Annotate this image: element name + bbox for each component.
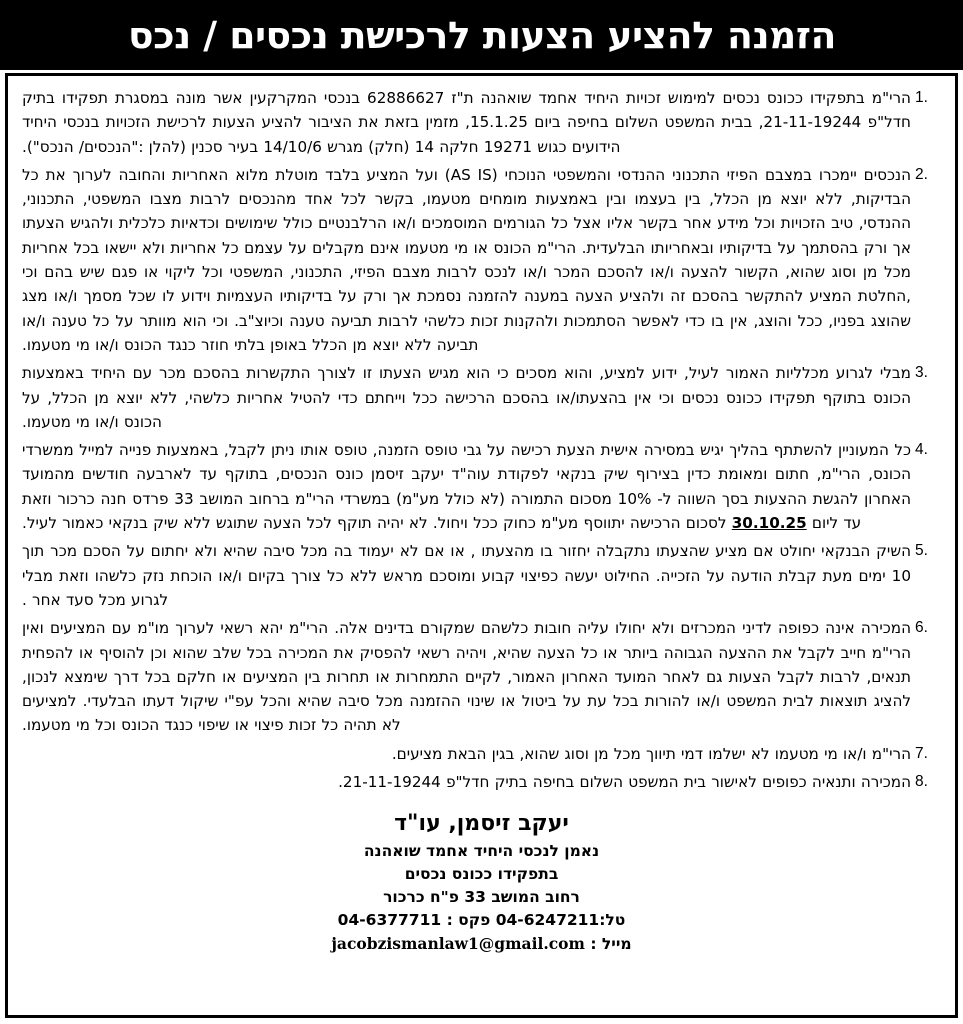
clause-text: מבלי לגרוע מכלליות האמור לעיל, ידוע למציע, והוא מסכים כי הוא מגיש הצעתו זו לצורך התקשרות בהסכם מכר עם היחיד באמצעות הכונס בתוקף תפקידו ככונס נכסים וכי אין בהצעתו/או בהסכם הרכישה ככל וייחתם כדי להטיל אחריות כלשהי, ללא יוצא מן הכלל, על הכונס ו/או מי מטעמו. bbox=[22, 364, 911, 431]
clause-item bbox=[22, 86, 941, 159]
email-label: מייל : bbox=[590, 935, 632, 954]
page-title: הזמנה להציע הצעות לרכישת נכסים / נכס bbox=[127, 13, 836, 57]
header-band bbox=[0, 0, 963, 70]
signatory-role-line-1: נאמן לנכסי היחיד אחמד שואהנה bbox=[363, 842, 600, 861]
signatory-role-line-2: בתפקידו ככונס נכסים bbox=[404, 865, 559, 884]
clause-item bbox=[22, 539, 941, 612]
clause-number: 3. bbox=[915, 364, 928, 382]
clause-text: המכירה אינה כפופה לדיני המכרזים ולא יחולו עליה חובות כלשהם שמקורם בדינים אלה. הרי"מ יהא רשאי לערוך מו"מ עם המציעים ואין הרי"מ חייב לקבל את ההצעה הגבוהה ביותר או כל הצעה שהיא, ויהיה רשאי להפסיק את המכירה בכל שלב שהוא וכן להוסיף או להפחית תנאים, לרבות לקבל הצעות גם לאחר המועד האחרון האמור, לקיים התמחרות או תחרות בין המציעים או חלקם בכל דרך שימצא לנכון, להציג תוצאות לבית המשפט ו/או להורות בכל עת על ביטול או שינוי ההזמנה מכל סיבה שהיא והכל עפ"י שיקול דעתו הבלעדי. למציעים לא תהיה כל זכות פיצוי או שיפוי כנגד הכונס וכל מי מטעמו. bbox=[22, 619, 911, 735]
phone-number: 04-6247211 bbox=[495, 911, 600, 930]
clause-item bbox=[22, 742, 941, 766]
clause-text: השיק הבנקאי יחולט אם מציע שהצעתו נתקבלה יחזור בו מהצעתו , או אם לא יעמוד בה מכל סיבה שהיא ולא יחתום על הסכם מכר תוך 10 ימים מעת קבלת הודעה על הזכייה. החילוט יעשה כפיצוי קבוע ומוסכם מראש ללא כל צורך בקיום ו/או הוכחת נזק כלשהו וזאת מבלי לגרוע מכל סעד אחר . bbox=[22, 542, 911, 609]
clauses-list bbox=[22, 86, 941, 798]
clause-number: 2. bbox=[915, 165, 928, 183]
fax-label: פקס : bbox=[446, 911, 491, 930]
signatory-email-line bbox=[22, 932, 941, 956]
clause-text: הרי"מ בתפקידו ככונס נכסים למימוש זכויות היחיד אחמד שואהנה ת"ז 62886627 בנכסי המקרקעין אשר מונה במסגרת תפקידו בתיק חדל"פ 21-11-19244, בבית המשפט השלום בחיפה ביום 15.1.25, מזמין בזאת את הציבור להציע הצעות לרכישת הזכויות בנכסי היחיד הידועים כגוש 19271 חלקה 14 (חלק) מגרש 14/10/6 בעיר סכנין (להלן :"הנכסים/ הנכס"). bbox=[22, 89, 911, 156]
clause-number: 7. bbox=[915, 744, 928, 762]
signatory-address: רחוב המושב 33 פ"ח כרכור bbox=[383, 888, 580, 907]
email-address[interactable]: jacobzismanlaw1@gmail.com bbox=[331, 934, 585, 954]
clause-number: 1. bbox=[915, 89, 928, 106]
clause-number: 6. bbox=[915, 619, 928, 637]
clause-text: המכירה ותנאיה כפופים לאישור בית המשפט השלום בחיפה בתיק חדל"פ 21-11-19244. bbox=[338, 773, 911, 792]
clause-text: הנכסים יימכרו במצבם הפיזי התכנוני ההנדסי והמשפטי הנוכחי (AS IS) ועל המציע בלבד מוטלת מלוא האחריות והחובה לערוך את כל הבדיקות, ללא יוצא מן הכלל, בין בעצמו ובין באמצעות מומחים מטעמו, בקשר לכל אחד מהנכסים לרבות מצבו המשפטי, התכנוני, ההנדסי, טיב הזכויות וכל מידע אחר בקשר אליו אצל כל הגורמים המוסמכים ו/או הרלבנטיים כולל שימושים וכדאיות כלכלית ולהגיש הצעתו אך ורק בהסתמך על בדיקותיו ובאחריותו הבלעדית. הרי"מ הכונס או מי מטעמו אינם מקבלים על עצמם כל אחריות ולא יישאו בכל אחריות מכל מן וסוג שהוא, הקשור להצעה ו/או להסכם המכר ו/או לנכס לרבות מצבם הפיזי, התכנוני, המשפטי וכל ליקוי או פגם שיש בהם וכי ,החלטת המציע להתקשר בהסכם זה ולהציע הצעה במענה להזמנה נסמכת אך ורק על בדיקותיו העצמיות וידוע לו שכל מסמך ו/או מצג שהוצג בפניו, ככל והוצג, אין בו כדי לאפשר הסתמכות ולהקנות זכות כלשהי לרבות תביעה טענה וכיוצ"ב. וכי הוא מוותר על כל טענה ו/או תביעה ללא יוצא מן הכלל באופן בלתי חוזר כנגד הכונס ו/או מי מטעמו. bbox=[22, 165, 912, 354]
clause-item bbox=[22, 770, 941, 794]
signatory-phone-fax bbox=[22, 909, 941, 932]
signatory-name: יעקב זיסמן, עו"ד bbox=[394, 811, 569, 837]
clause-item bbox=[22, 616, 941, 737]
clause-number: 8. bbox=[915, 773, 928, 791]
body-frame-outer bbox=[0, 70, 963, 1024]
bid-deadline-date: 30.10.25 bbox=[731, 514, 807, 533]
clause-item bbox=[22, 361, 941, 434]
clause-number: 4. bbox=[915, 441, 928, 459]
clause-item bbox=[22, 163, 941, 357]
clause-number: 5. bbox=[915, 542, 928, 560]
fax-number: 04-6377711 bbox=[337, 911, 442, 930]
clause-text: כל המעוניין להשתתף בהליך יגיש במסירה אישית הצעת רכישה על גבי טופס הזמנה, טופס אותו ניתן לקבל, באמצעות פנייה למייל ממשרדי הכונס, הרי"מ, חתום ומאומת כדין בצירוף שיק בנקאי לפקודת עוה"ד יעקב זיסמן כונס הנכסים, בתוקף עד לארבעה חודשים מהמועד האחרון להגשת ההצעות בסך השווה ל- 10% מסכום התמורה (לא כולל מע"מ) במשרדי הרי"מ ברחוב המושב 33 פרדס חנה כרכור וזאת עד ליום 30.10.25 לסכום הרכישה יתווסף מע"מ כחוק ככל ויחול. לא יהיה תוקף לכל הצעה שתוגש ללא שיק בנקאי כאמור לעיל. bbox=[22, 441, 911, 533]
body-frame bbox=[5, 73, 958, 1018]
clause-text: הרי"מ ו/או מי מטעמו לא ישלמו דמי תיווך מכל מן וסוג שהוא, בגין הבאת מציעים. bbox=[391, 744, 911, 763]
phone-label: טל: bbox=[599, 911, 626, 930]
signature-block bbox=[22, 810, 941, 956]
clause-item bbox=[22, 438, 941, 535]
